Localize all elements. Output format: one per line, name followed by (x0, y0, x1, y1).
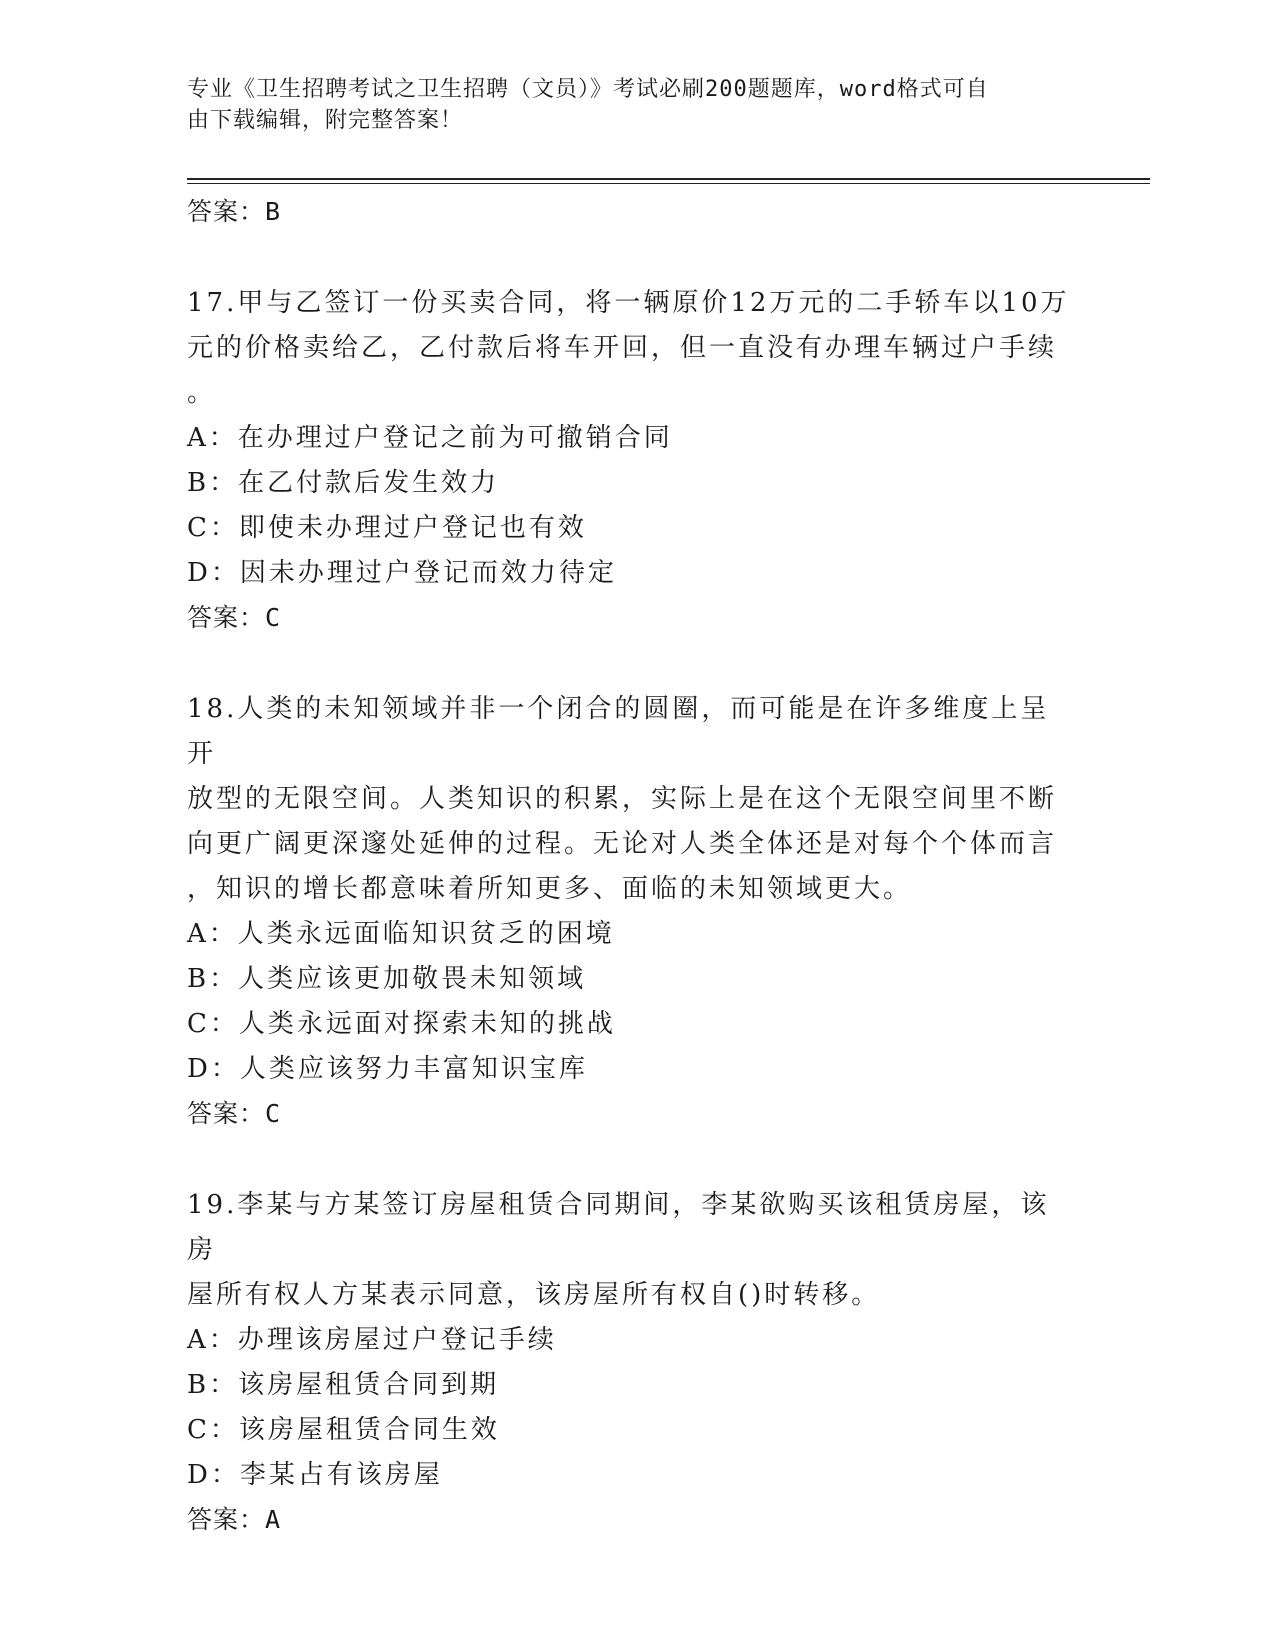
stem-line: 元的价格卖给乙，乙付款后将车开回，但一直没有办理车辆过户手续 (187, 333, 1058, 363)
question-answer (187, 596, 1077, 640)
question-answer (187, 1092, 1077, 1136)
stem-line: 放型的无限空间。人类知识的积累，实际上是在这个无限空间里不断 (187, 784, 1058, 814)
stem-line: 。 (187, 378, 217, 408)
option-a: A：办理该房屋过户登记手续 (187, 1325, 557, 1355)
header-line-1: 专业《卫生招聘考试之卫生招聘（文员）》考试必刷200题题库，word格式可自 (187, 77, 989, 102)
option-a: A：人类永远面临知识贫乏的困境 (187, 919, 615, 949)
header-rule-thick (187, 178, 1150, 180)
question-19 (187, 1183, 1077, 1542)
stem-line: ，知识的增长都意味着所知更多、面临的未知领域更大。 (187, 874, 913, 904)
header-line-2: 由下载编辑，附完整答案！ (187, 108, 464, 133)
option-c: C：人类永远面对探索未知的挑战 (187, 1009, 616, 1039)
option-c: C：该房屋租赁合同生效 (187, 1415, 500, 1445)
previous-answer (187, 190, 1077, 234)
answer-label: 答案： (187, 1505, 266, 1534)
question-17 (187, 281, 1077, 640)
page-header (187, 74, 1087, 136)
stem-line: 17.甲与乙签订一份买卖合同，将一辆原价12万元的二手轿车以10万 (187, 288, 1070, 318)
answer-label: 答案： (187, 197, 266, 226)
question-18 (187, 687, 1077, 1136)
answer-value: C (265, 1099, 282, 1128)
stem-line: 向更广阔更深邃处延伸的过程。无论对人类全体还是对每个个体而言 (187, 829, 1058, 859)
stem-line: 18.人类的未知领域并非一个闭合的圆圈，而可能是在许多维度上呈开 (187, 694, 1050, 769)
stem-line: 屋所有权人方某表示同意，该房屋所有权自()时转移。 (187, 1280, 881, 1310)
stem-line: 19.李某与方某签订房屋租赁合同期间，李某欲购买该租赁房屋，该房 (187, 1190, 1050, 1265)
answer-label: 答案： (187, 1099, 266, 1128)
answer-value: C (265, 603, 282, 632)
question-stem (187, 1183, 1077, 1318)
option-d: D：李某占有该房屋 (187, 1460, 443, 1490)
option-d: D：人类应该努力丰富知识宝库 (187, 1054, 588, 1084)
option-b: B：人类应该更加敬畏未知领域 (187, 964, 587, 994)
header-rule-thin (187, 183, 1150, 184)
question-stem (187, 687, 1077, 912)
option-d: D：因未办理过户登记而效力待定 (187, 558, 617, 588)
answer-value: B (265, 197, 282, 226)
question-list (187, 190, 1077, 1542)
question-stem (187, 281, 1077, 416)
option-c: C：即使未办理过户登记也有效 (187, 513, 587, 543)
option-b: B：该房屋租赁合同到期 (187, 1370, 500, 1400)
option-a: A：在办理过户登记之前为可撤销合同 (187, 423, 673, 453)
answer-label: 答案： (187, 603, 266, 632)
answer-value: A (265, 1505, 282, 1534)
option-b: B：在乙付款后发生效力 (187, 468, 500, 498)
question-answer (187, 1498, 1077, 1542)
